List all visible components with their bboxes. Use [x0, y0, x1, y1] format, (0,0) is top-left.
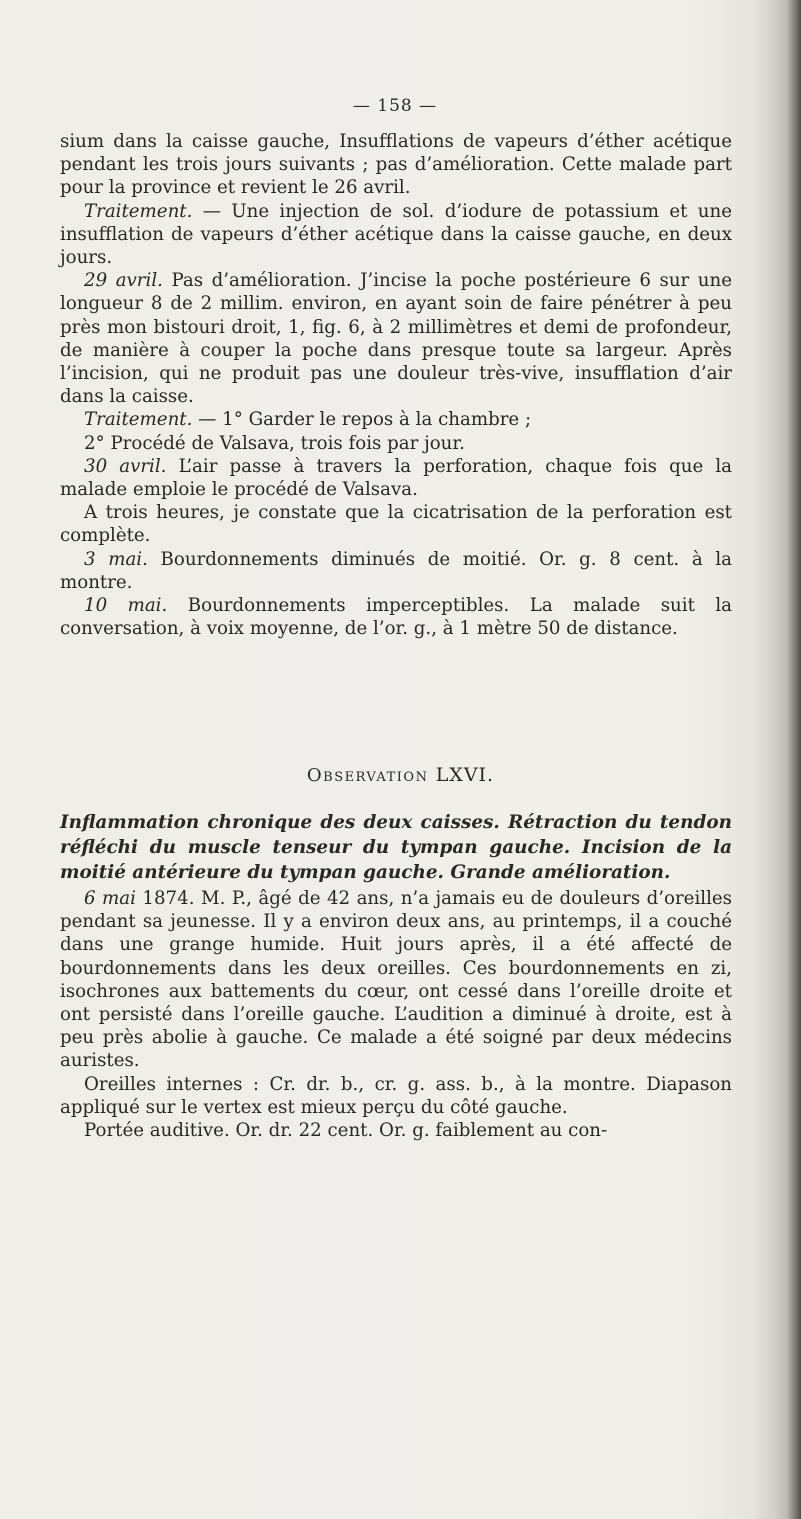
paragraph: Portée auditive. Or. dr. 22 cent. Or. g. faiblement au con-: [84, 1120, 608, 1142]
paragraph: 10 mai. Bourdonnements imperceptibles. La malade suit la conversation, à voix moyenne, de l’or. g., à 1 mètre 50 de distance.: [60, 595, 732, 640]
paragraph: 2° Procédé de Valsava, trois fois par jour.: [84, 432, 465, 454]
top-text-block: [60, 130, 732, 640]
paragraph: 3 mai. Bourdonnements diminués de moitié. Or. g. 8 cent. à la montre.: [60, 548, 732, 593]
observation-heading: [0, 764, 801, 786]
paragraph: Traitement. — 1° Garder le repos à la chambre ;: [84, 409, 532, 431]
summary-text: Inflammation chronique des deux caisses. Rétraction du tendon réfléchi du muscle tenseur du tympan gauche. Incision de la moitié antérieure du tympan gauche. Grande amélioration.: [60, 812, 732, 883]
paragraph: 6 mai 1874. M. P., âgé de 42 ans, n’a jamais eu de douleurs d’oreilles pendant sa jeunesse. Il y a environ deux ans, au printemps, il a couché dans une grange humide. Huit jours après, il a été affecté de bourdonnements dans les deux oreilles. Ces bourdonnements en zi, isochrones aux battements du cœur, ont cessé dans l’oreille droite et ont persisté dans l’oreille gauche. L’audition a diminué à droite, est à peu près abolie à gauche. Ce malade a été soigné par deux médecins auristes.: [60, 888, 732, 1072]
paragraph: A trois heures, je constate que la cicatrisation de la perforation est complète.: [60, 502, 732, 547]
observation-number: LXVI.: [435, 764, 495, 786]
page-number: — 158 —: [352, 96, 438, 116]
paragraph: sium dans la caisse gauche, Insufflations de vapeurs d’éther acétique pendant les trois jours suivants ; pas d’amélioration. Cette malade part pour la province et revient le 26 avril.: [60, 131, 732, 199]
paragraph: 30 avril. L’air passe à travers la perforation, chaque fois que la malade emploie le procédé de Valsava.: [60, 455, 732, 501]
observation-word: Observation: [306, 765, 429, 786]
page-edge-shadow: [787, 0, 801, 1519]
paragraph: Oreilles internes : Cr. dr. b., cr. g. ass. b., à la montre. Diapason appliqué sur le vertex est mieux perçu du côté gauche.: [60, 1073, 732, 1118]
bottom-text-block: [60, 887, 732, 1142]
observation-summary: [60, 810, 732, 885]
paragraph: 29 avril. Pas d’amélioration. J’incise la poche postérieure 6 sur une longueur 8 de 2 millim. environ, en ayant soin de faire pénétrer à peu près mon bistouri droit, 1, fig. 6, à 2 millimètres et demi de profondeur, de manière à couper la poche dans presque toute sa largeur. Après l’incision, qui ne produit pas une douleur très-vive, insufflation d’air dans la caisse.: [60, 270, 732, 408]
paragraph: Traitement. — Une injection de sol. d’iodure de potassium et une insufflation de vapeurs d’éther acétique dans la caisse gauche, en deux jours.: [60, 200, 732, 269]
